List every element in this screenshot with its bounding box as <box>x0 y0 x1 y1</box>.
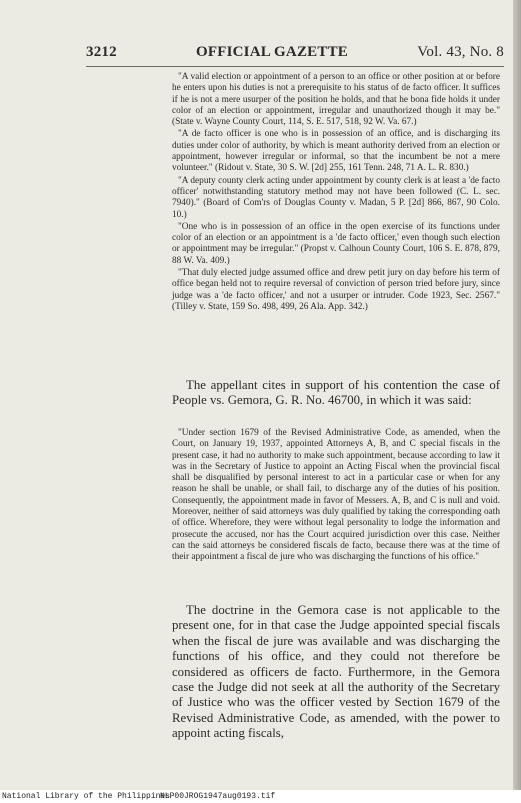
body-paragraph <box>172 378 500 409</box>
page-edge <box>513 0 521 790</box>
gemora-quotation <box>172 428 500 564</box>
scan-footer <box>0 790 521 803</box>
case-quotations <box>172 72 500 314</box>
quote-paragraph: "Under section 1679 of the Revised Administrative Code, as amended, when the Court, on January 19, 1937, appointed Attorneys A, B, and C special fiscals in the present case, it had no authority to make such appointment, because according to law it was in the Secretary of Justice to appoint an Acting Fiscal when the provincial fiscal shall be disqualified by personal interest to act in a particular case or when for any reason he shall be unable, or shall fail, to discharge any of the duties of his position. Consequently, the appointment made in favor of Messers. A, B, and C is null and void. Moreover, neither of said attorneys was duly qualified by taking the corresponding oath of office. Wherefore, they were without legal personality to lodge the information and prosecute the accused, nor has the Court acquired jurisdiction over this case. Neither can the said attorneys be considered fiscals de facto, because there was at the time of their appointment a fiscal de jure who was discharging the functions of his office." <box>172 428 500 563</box>
quote-paragraph: "That duly elected judge assumed office and drew petit jury on day before his term of office began held not to require reversal of conviction of person tried before jury, since judge was a 'de facto officer,' and not a usurper or intruder. Code 1923, Sec. 2567." (Tilley v. State, 159 So. 498, 499, 26 Ala. App. 342.) <box>172 268 500 312</box>
quote-paragraph: "A valid election or appointment of a person to an office or other position at or before he enters upon his duties is not a prerequisite to his status of de facto officer. It suffices if he is not a mere usurper of the position he holds, and that he bona fide holds it under color of an election or appointment, irregular and unauthorized though it may be." (State v. Wayne County Court, 114, S. E. 517, 518, 92 W. Va. 67.) <box>172 72 500 128</box>
quote-paragraph: "A de facto officer is one who is in possession of an office, and is discharging its duties under color of authority, by which is meant authority derived from an election or appointment, however irregular or informal, so that the incumbent be not a mere volunteer." (Ridout v. State, 30 S. W. [2d] 255, 161 Tenn. 248, 71 A. L. R. 830.) <box>172 129 500 174</box>
header-rule <box>86 66 504 67</box>
page-number: 3212 <box>86 44 117 60</box>
body-paragraph <box>172 603 500 742</box>
library-credit: National Library of the Philippines <box>2 792 171 801</box>
publication-title: OFFICIAL GAZETTE <box>196 44 348 60</box>
volume-number: Vol. 43, No. 8 <box>417 44 504 60</box>
quote-paragraph: "A deputy county clerk acting under appointment by county clerk is at least a 'de facto officer' notwithstanding statutory method may not have been followed (C. L. sec. 7940)." (Board of Com'rs of Douglas County v. Madan, 5 P. [2d] 866, 867, 90 Colo. 10.) <box>172 175 500 220</box>
quote-paragraph: "One who is in possession of an office in the open exercise of its functions under color of an election or an appointment is a 'de facto officer,' even though such election or appointment may be irregular." (Propst v. Calhoun County Court, 106 S. E. 878, 879, 88 W. Va. 409.) <box>172 221 500 266</box>
running-header <box>86 40 504 64</box>
paragraph-text: The appellant cites in support of his contention the case of People vs. Gemora, G. R. No. 46700, in which it was said: <box>172 378 500 408</box>
file-name: NLP00JROG1947aug0193.tif <box>160 792 276 801</box>
paragraph-text: The doctrine in the Gemora case is not applicable to the present one, for in that case the Judge appointed special fiscals when the fiscal de jure was available and was discharging the functions of his office, and they could not therefore be considered as officers de facto. Furthermore, in the Gemora case the Judge did not seek at all the authority of the Secretary of Justice who was the officer vested by Section 1679 of the Revised Administrative Code, as amended, with the power to appoint acting fiscals, <box>172 603 500 741</box>
